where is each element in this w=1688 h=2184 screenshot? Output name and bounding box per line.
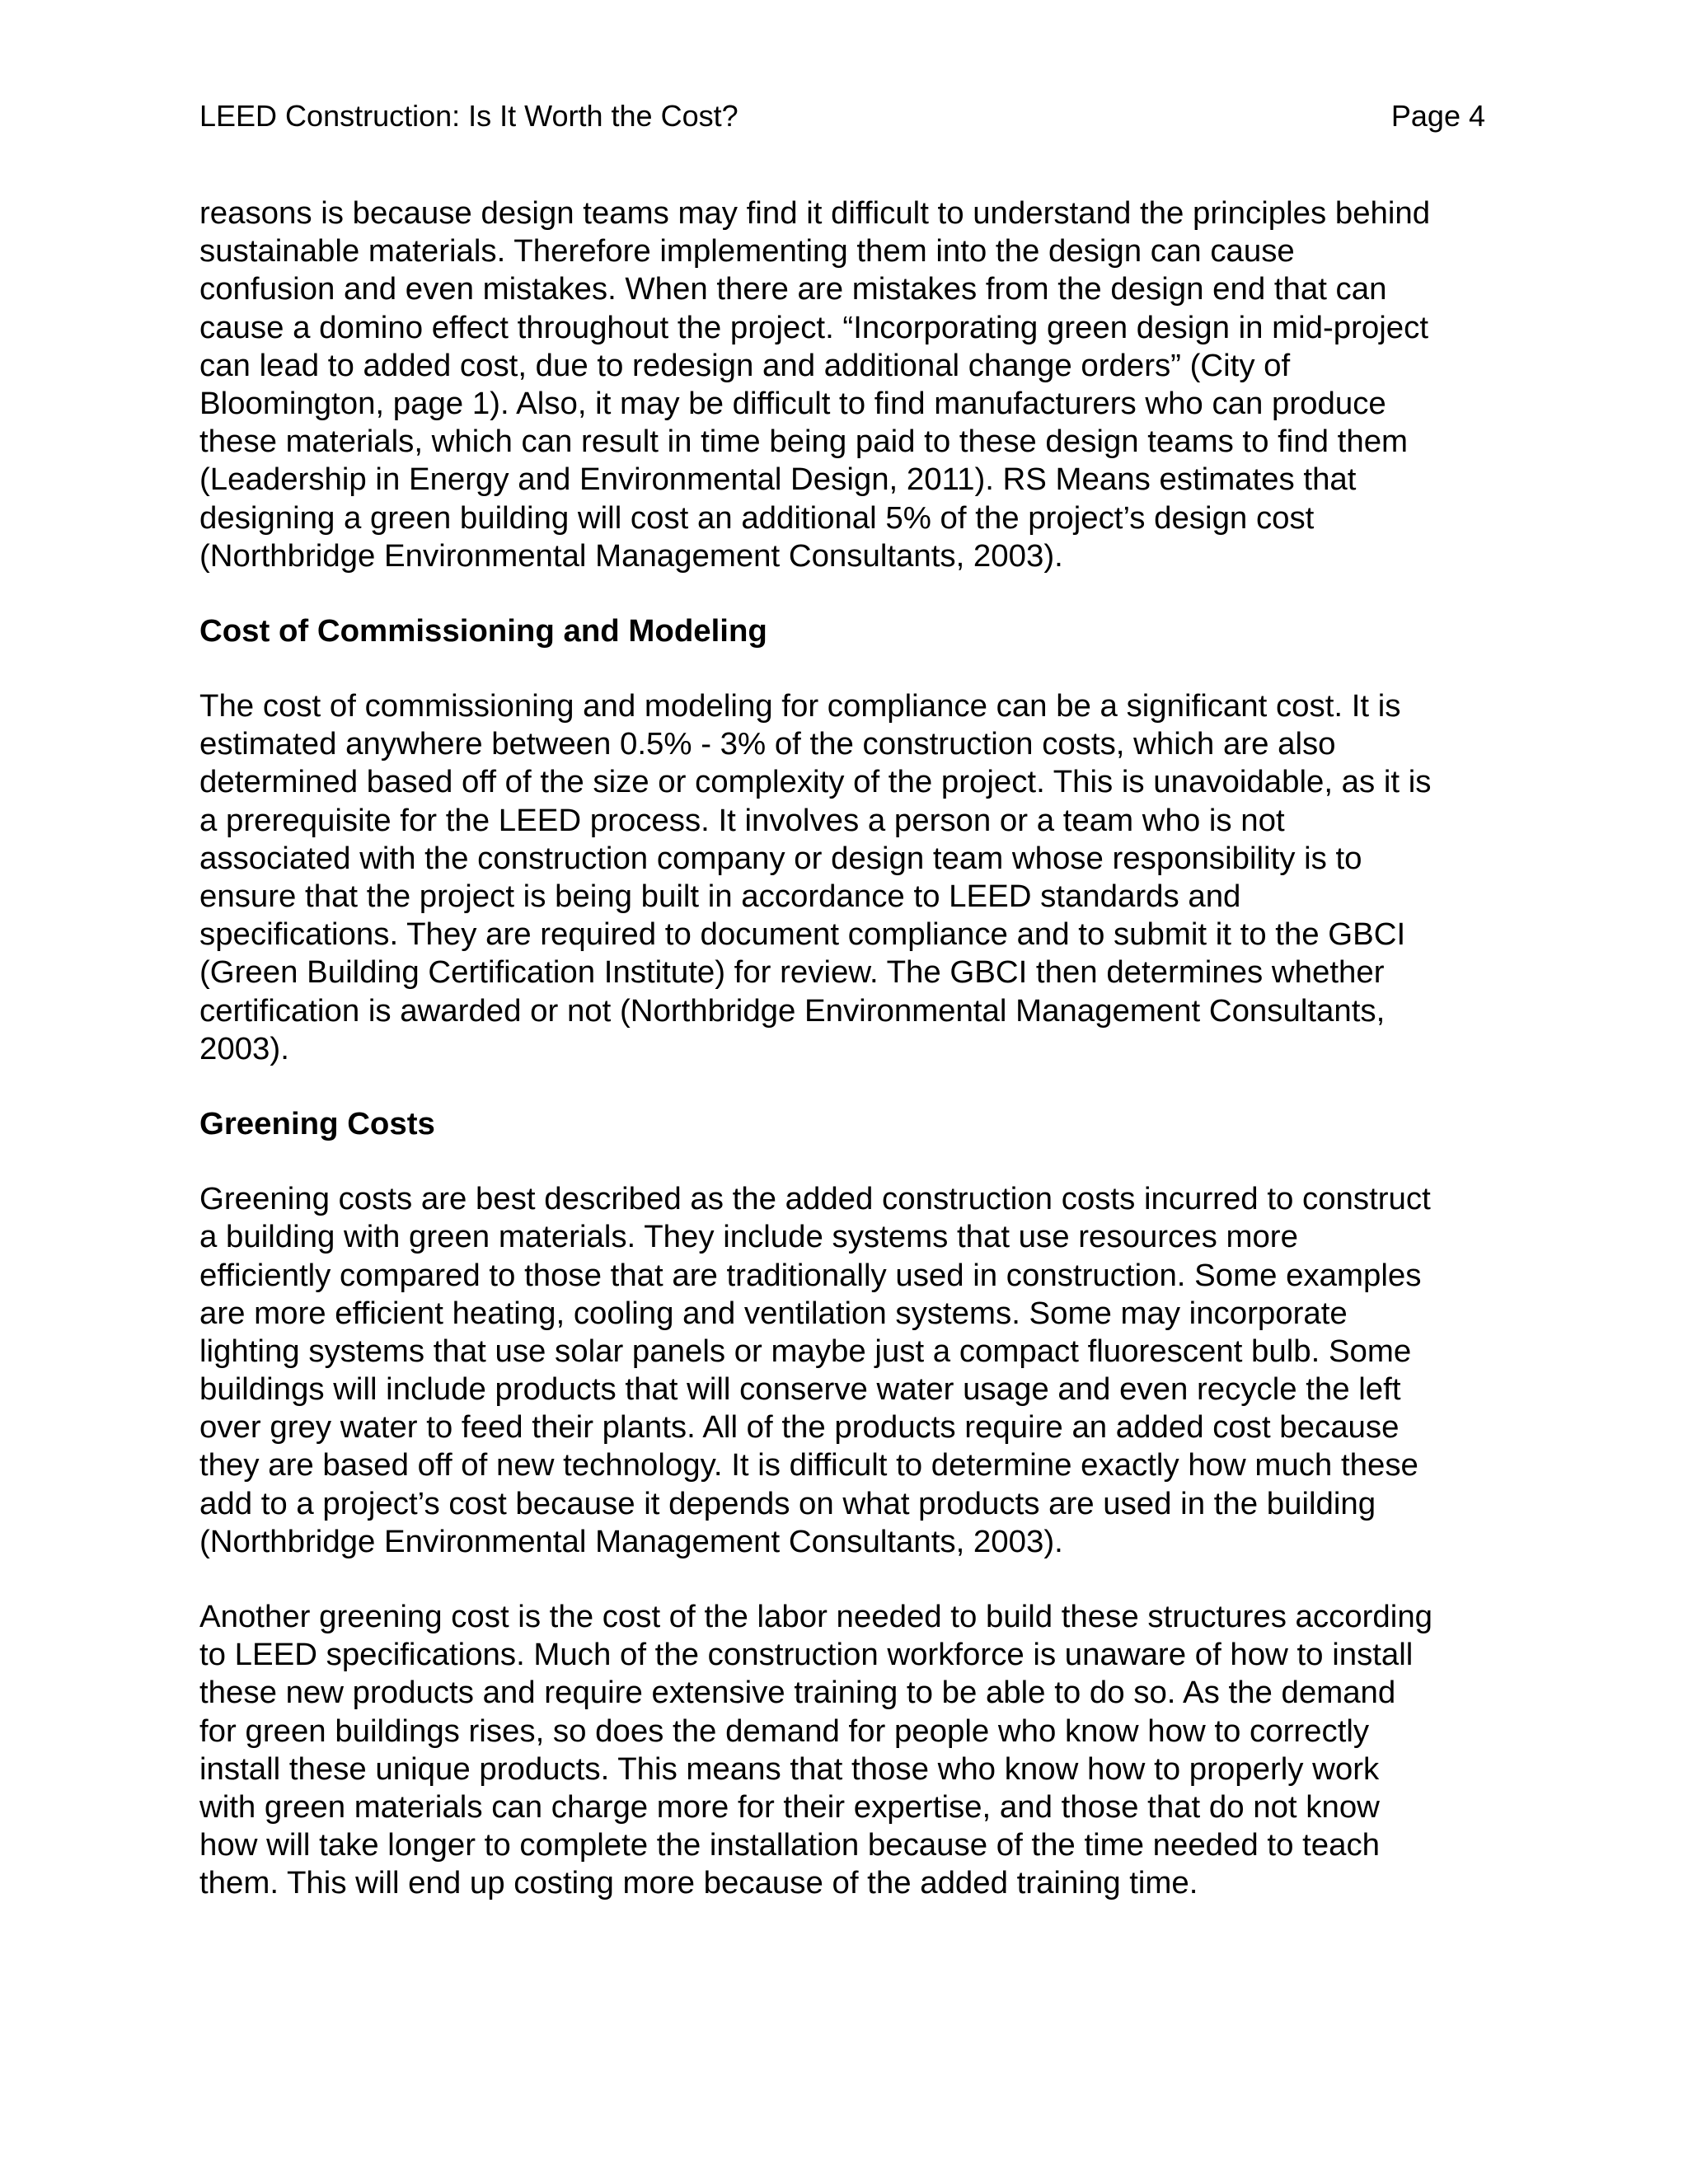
paragraph-spacer	[199, 1561, 1485, 1598]
paragraph-commissioning	[199, 687, 1485, 1068]
text-line: certification is awarded or not (Northbridge Environmental Management Consultants,	[199, 992, 1386, 1029]
text-line: they are based off of new technology. It is difficult to determine exactly how much these	[199, 1447, 1418, 1483]
text-line: these materials, which can result in time being paid to these design teams to find them	[199, 424, 1409, 460]
section-heading-greening: Greening Costs	[199, 1105, 435, 1141]
text-line: them. This will end up costing more because of the added training time.	[199, 1865, 1198, 1901]
document-body	[199, 194, 1485, 1903]
text-line: Greening costs are best described as the added construction costs incurred to construct	[199, 1181, 1431, 1217]
text-line: buildings will include products that will conserve water usage and even recycle the left	[199, 1371, 1401, 1408]
page-number: Page 4	[1390, 99, 1485, 133]
text-line: sustainable materials. Therefore implementing them into the design can cause	[199, 233, 1295, 269]
paragraph-spacer	[199, 650, 1485, 687]
paragraph-spacer	[199, 1068, 1485, 1105]
text-line: reasons is because design teams may find it difficult to understand the principles behind	[199, 195, 1431, 231]
page-header	[199, 96, 1485, 137]
text-line: are more efficient heating, cooling and ventilation systems. Some may incorporate	[199, 1295, 1348, 1331]
text-line: can lead to added cost, due to redesign and additional change orders” (City of	[199, 347, 1291, 383]
text-line: for green buildings rises, so does the demand for people who know how to correctly	[199, 1713, 1370, 1749]
header-title: LEED Construction: Is It Worth the Cost?	[199, 99, 738, 133]
paragraph-spacer	[199, 1143, 1485, 1180]
paragraph-greening-1	[199, 1180, 1485, 1561]
text-line: designing a green building will cost an additional 5% of the project’s design cost	[199, 499, 1315, 536]
section-heading-commissioning: Cost of Commissioning and Modeling	[199, 612, 767, 649]
text-line: Another greening cost is the cost of the labor needed to build these structures according	[199, 1599, 1433, 1634]
text-line: to LEED specifications. Much of the construction workforce is unaware of how to install	[199, 1637, 1414, 1673]
text-line: (Leadership in Energy and Environmental Design, 2011). RS Means estimates that	[199, 462, 1357, 498]
text-line: over grey water to feed their plants. All of the products require an added cost because	[199, 1409, 1400, 1446]
text-line: a building with green materials. They include systems that use resources more	[199, 1219, 1298, 1255]
text-line: (Northbridge Environmental Management Consultants, 2003).	[199, 537, 1063, 574]
text-line: Bloomington, page 1). Also, it may be difficult to find manufacturers who can produce	[199, 385, 1386, 421]
text-line: how will take longer to complete the installation because of the time needed to teach	[199, 1827, 1381, 1863]
text-line: 2003).	[199, 1030, 289, 1066]
paragraph-greening-2	[199, 1598, 1485, 1903]
text-line: determined based off of the size or complexity of the project. This is unavoidable, as it is	[199, 764, 1432, 800]
paragraph-spacer	[199, 575, 1485, 612]
paragraph-intro-continuation	[199, 194, 1485, 575]
text-line: associated with the construction company or design team whose responsibility is to	[199, 840, 1362, 876]
text-line: lighting systems that use solar panels or maybe just a compact fluorescent bulb. Some	[199, 1333, 1412, 1369]
text-line: install these unique products. This means that those who know how to properly work	[199, 1750, 1380, 1787]
text-line: estimated anywhere between 0.5% - 3% of the construction costs, which are also	[199, 726, 1336, 762]
text-line: specifications. They are required to document compliance and to submit it to the GBCI	[199, 916, 1406, 953]
text-line: efficiently compared to those that are traditionally used in construction. Some examples	[199, 1257, 1422, 1293]
text-line: (Green Building Certification Institute) for review. The GBCI then determines whether	[199, 954, 1385, 991]
text-line: cause a domino effect throughout the project. “Incorporating green design in mid-project	[199, 309, 1429, 345]
text-line: add to a project’s cost because it depends on what products are used in the building	[199, 1485, 1376, 1521]
text-line: The cost of commissioning and modeling for compliance can be a significant cost. It is	[199, 688, 1401, 724]
text-line: a prerequisite for the LEED process. It involves a person or a team who is not	[199, 802, 1285, 838]
text-line: (Northbridge Environmental Management Consultants, 2003).	[199, 1523, 1063, 1559]
text-line: confusion and even mistakes. When there are mistakes from the design end that can	[199, 271, 1387, 307]
text-line: with green materials can charge more for their expertise, and those that do not know	[199, 1788, 1380, 1825]
text-line: ensure that the project is being built in accordance to LEED standards and	[199, 879, 1241, 914]
text-line: these new products and require extensive training to be able to do so. As the demand	[199, 1675, 1396, 1711]
